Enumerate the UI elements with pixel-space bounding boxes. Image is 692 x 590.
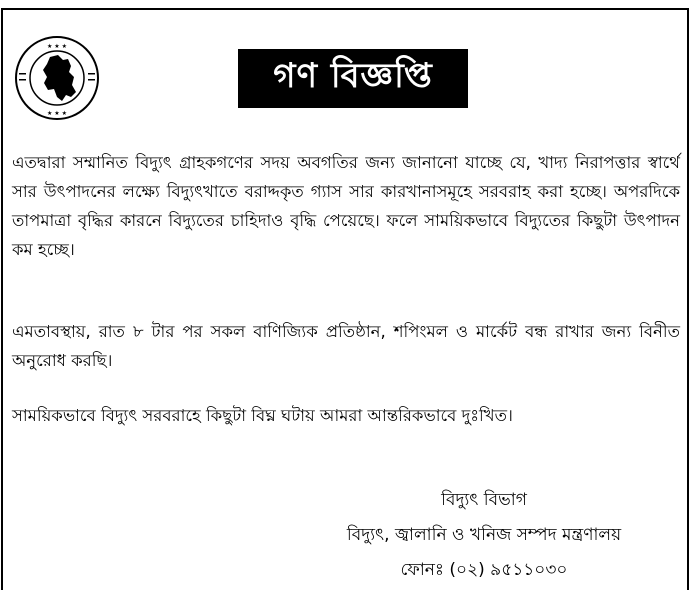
signature-block <box>324 483 644 588</box>
government-seal <box>14 35 100 121</box>
title-banner <box>238 49 468 108</box>
notice-paragraph-1: এতদ্বারা সম্মানিত বিদ্যুৎ গ্রাহকগণের সদয় অবগতির জন্য জানানো যাচ্ছে যে, খাদ্য নিরাপত্তার স্বার্থে সার উৎপাদনের লক্ষ্যে বিদ্যুৎখাতে বরাদ্দকৃত গ্যাস সার কারখানাসমূহে সরবরাহ করা হচ্ছে। অপরদিকে তাপমাত্রা বৃদ্ধির কারনে বিদ্যুতের চাহিদাও বৃদ্ধি পেয়েছে। ফলে সাময়িকভাবে বিদ্যুতের কিছুটা উৎপাদন কম হচ্ছে। <box>12 153 680 259</box>
signature-department: বিদ্যুৎ বিভাগ <box>441 490 527 510</box>
bangladesh-government-seal-icon <box>14 35 100 121</box>
svg-text:★ ★ ★: ★ ★ ★ <box>47 110 67 117</box>
svg-text:★ ★ ★: ★ ★ ★ <box>47 43 67 50</box>
notice-paragraph-3: সাময়িকভাবে বিদ্যুৎ সরবরাহে কিছুটা বিঘ্ন ঘটায় আমরা আন্তরিকভাবে দুঃখিত। <box>12 406 513 425</box>
signature-phone: ফোনঃ (০২) ৯৫১১০৩০ <box>400 560 568 580</box>
page-title: গণ বিজ্ঞপ্তি <box>273 56 433 96</box>
signature-ministry: বিদ্যুৎ, জ্বালানি ও খনিজ সম্পদ মন্ত্রণালয় <box>346 525 622 545</box>
notice-paragraph-2: এমতাবস্থায়, রাত ৮ টার পর সকল বাণিজ্যিক প্রতিষ্ঠান, শপিংমল ও মার্কেট বন্ধ রাখার জন্য বিনীত অনুরোধ করছি। <box>12 322 680 370</box>
